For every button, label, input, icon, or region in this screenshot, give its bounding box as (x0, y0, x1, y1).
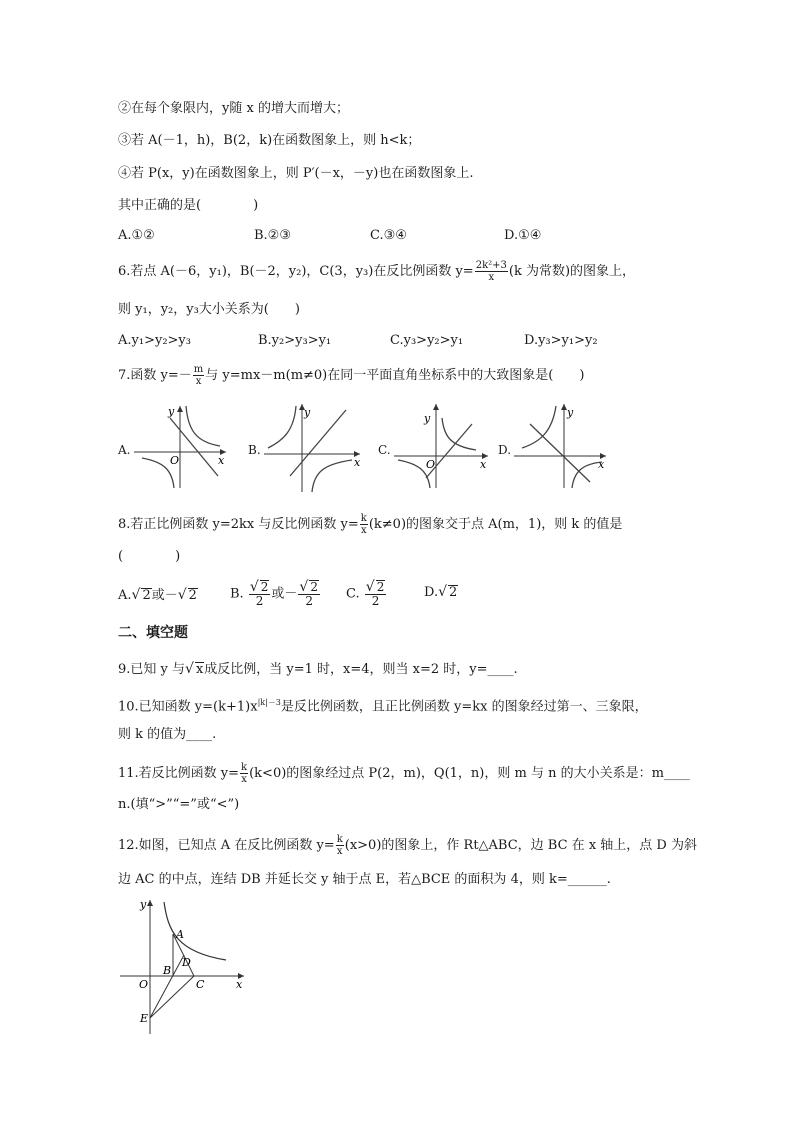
q8-option-d: D.√ 2 (424, 584, 458, 600)
section-title: 二、填空题 (118, 625, 188, 641)
q12-line2: 边 AC 的中点，连结 DB 并延长交 y 轴于点 E，若△BCE 的面积为 4，则 k=______. (118, 872, 611, 887)
q5-option-d: D.①④ (504, 228, 542, 243)
origin-label: O (170, 454, 180, 467)
q12: 12.如图，已知点 A 在反比例函数 y= $\frac{k}{x}$ (x>0)的图象上，作 Rt△ABC，边 BC 在 x 轴上，点 D 为斜 (118, 834, 697, 857)
q6-option-b: B.y₂>y₃>y₁ (258, 333, 332, 348)
q7-stem: 7.函数 y=－ $\frac{m}{x}$ 与 y=mx－m(m≠0)在同一平面直角坐标系中的大致图象是( ) (118, 364, 585, 387)
point-d-label: D (182, 956, 191, 969)
q8-option-b: B. $\frac{√ 2}{2}$ 或－ $\frac{√ 2}{2}$ (230, 579, 318, 608)
q8-fraction: $\frac{k}{x}$ (360, 513, 367, 536)
x-axis-label: x (218, 454, 225, 467)
q6-fraction: $\frac{\text{2k²+3}}{x}$ (475, 260, 507, 283)
q12-figure (116, 896, 250, 1036)
point-b-label: B (163, 964, 172, 977)
line-graph (530, 424, 590, 482)
origin-label: O (426, 458, 436, 471)
statement-2: ②在每个象限内，y随 x 的增大而增大； (118, 101, 349, 116)
q8-stem: 8.若正比例函数 y=2kx 与反比例函数 y= $\frac{k}{x}$ (k≠0)的图象交于点 A(m，1)，则 k 的值是 (118, 513, 623, 536)
hyperbola-branch (442, 418, 476, 450)
segment-ec (150, 976, 194, 1018)
q7-graph-b-label: B. (248, 443, 261, 457)
x-axis-label: x (480, 458, 487, 471)
q7-graph-d-label: D. (498, 443, 512, 457)
q6-option-c: C.y₃>y₂>y₁ (390, 333, 464, 348)
x-axis-label: x (598, 458, 605, 471)
y-axis-label: y (168, 405, 175, 418)
q7-fraction: $\frac{m}{x}$ (193, 364, 204, 387)
q7-graph-b (260, 400, 364, 496)
q11: 11.若反比例函数 y= $\frac{k}{x}$ (k<0)的图象经过点 P(2，m)，Q(1，n)，则 m 与 n 的大小关系是：m____ (118, 762, 690, 785)
y-axis-label: y (304, 406, 311, 419)
y-axis-label: y (140, 898, 147, 911)
q8-stem-line2: ( ) (118, 549, 181, 564)
statement-4: ④若 P(x，y)在函数图象上，则 P′(－x，－y)也在函数图象上. (118, 166, 474, 181)
hyperbola-branch (268, 406, 296, 448)
q8-option-a: A.√ 2或－√ 2 (118, 587, 197, 603)
q5-option-b: B.②③ (254, 228, 291, 243)
point-a-label: A (176, 928, 184, 941)
q11-line2: n.(填“>”“=”或“<”) (118, 797, 240, 812)
hyperbola-branch (522, 406, 556, 448)
line-graph (290, 410, 346, 476)
x-axis-label: x (354, 456, 361, 469)
q11-fraction: $\frac{k}{x}$ (241, 762, 248, 785)
q5-option-c: C.③④ (370, 228, 407, 243)
hyperbola-branch (312, 460, 352, 492)
q6-option-d: D.y₃>y₁>y₂ (524, 333, 598, 348)
q10-line2: 则 k 的值为____. (118, 727, 217, 742)
q10: 10.已知函数 $y=(k+1)x^{|k|-3}$是反比例函数，且正比例函数 y=kx 的图象经过第一、三象限， (118, 698, 648, 715)
y-axis-label: y (567, 406, 574, 419)
q6-stem-line2: 则 y₁，y₂，y₃大小关系为( ) (118, 302, 300, 317)
origin-label: O (139, 978, 149, 991)
q6-stem: 6.若点 A(－6，y₁)，B(－2，y₂)，C(3，y₃)在反比例函数 y= $\frac{\text{2k²+3}}{x}$ (k 为常数)的图象上， (118, 260, 636, 283)
q5-option-a: A.①② (118, 228, 155, 243)
x-axis-label: x (236, 978, 243, 991)
q7-graph-a-label: A. (118, 443, 131, 457)
line-graph (170, 418, 218, 476)
hyperbola-branch (186, 406, 220, 446)
point-e-label: E (140, 1012, 149, 1025)
point-c-label: C (196, 978, 205, 991)
q7-graph-d (510, 400, 610, 492)
line-graph (426, 424, 472, 478)
q6-option-a: A.y₁>y₂>y₃ (118, 333, 191, 348)
y-axis-label: y (424, 412, 431, 425)
q8-option-c: C. $\frac{√ 2}{2}$ (346, 579, 385, 608)
statement-3: ③若 A(－1，h)，B(2，k)在函数图象上，则 h<k； (118, 133, 421, 148)
q7-graph-c-label: C. (378, 443, 391, 457)
q12-fraction: $\frac{k}{x}$ (336, 834, 343, 857)
question-prompt: 其中正确的是( ) (118, 198, 259, 213)
q7-graph-c (390, 400, 492, 492)
q9: 9.已知 y 与√ x成反比例，当 y=1 时，x=4，则当 x=2 时，y=____. (118, 661, 518, 677)
q7-graph-a (130, 400, 230, 492)
